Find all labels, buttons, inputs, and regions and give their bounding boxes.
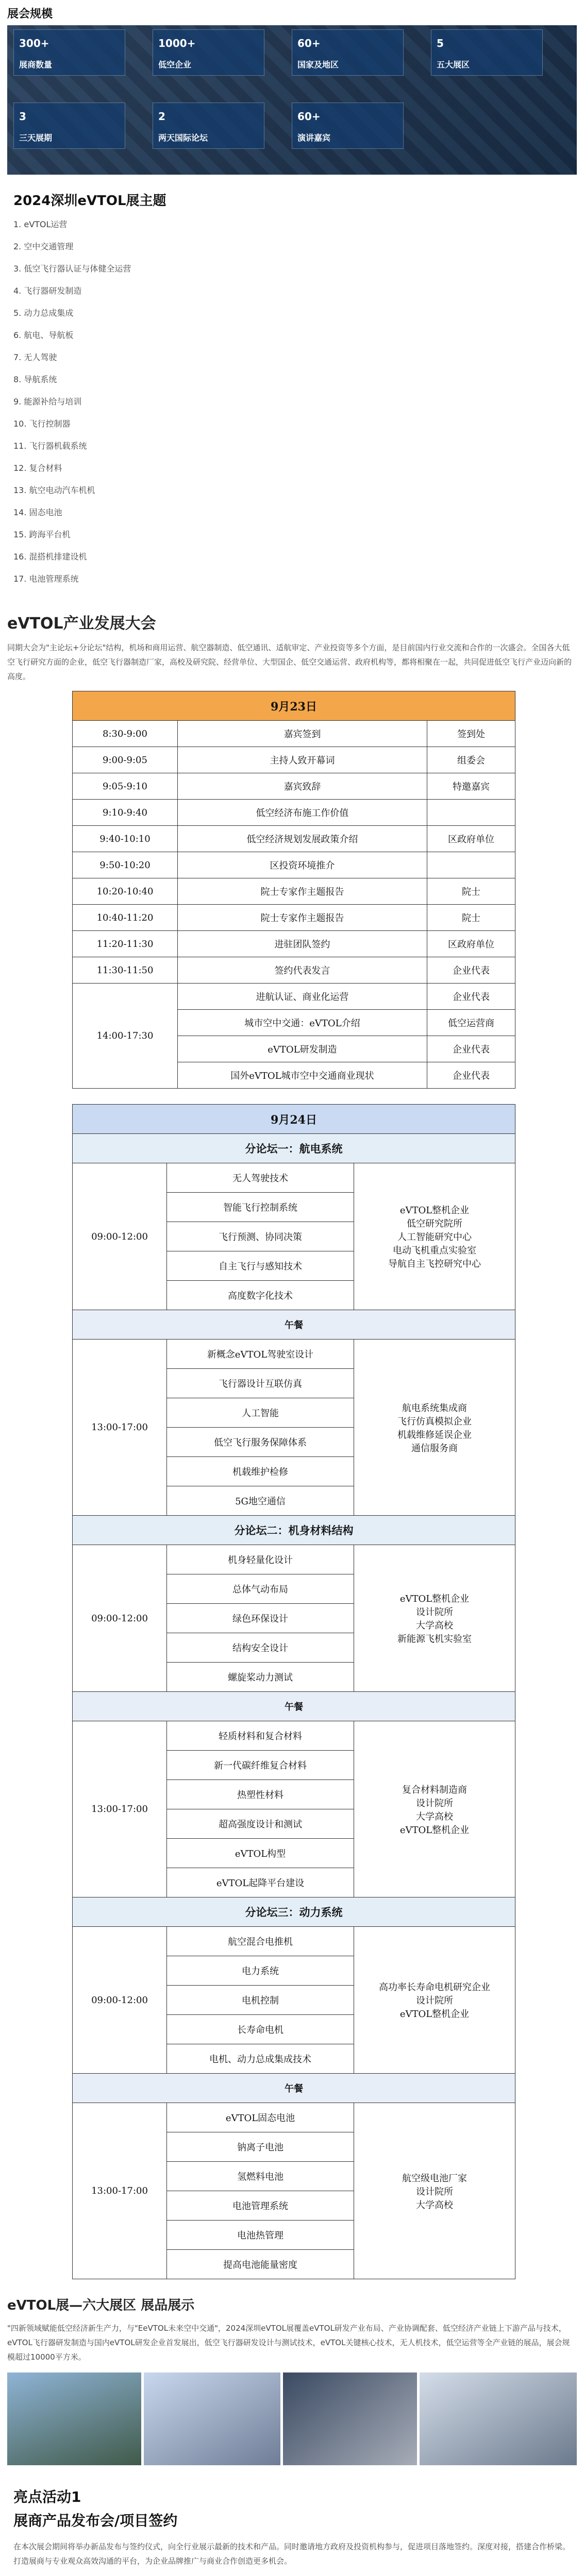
schedule-row — [73, 957, 515, 984]
schedule-speakers: eVTOL整机企业 设计院所 大学高校 新能源飞机实验室 — [354, 1545, 515, 1692]
schedule-topic: eVTOL构型 — [167, 1839, 354, 1868]
schedule-cell: 9:50-10:20 — [73, 852, 178, 878]
schedule-time: 13:00-17:00 — [73, 1340, 167, 1516]
stat-label: 国家及地区 — [297, 60, 339, 70]
day2-header: 9月24日 — [73, 1105, 515, 1134]
expo-intro: "四新领域赋能低空经济新生产力，与"EeVTOL未来空中交通"，2024深圳eVTOL展覆盖eVTOL研发产业布局、产业协调配套、低空经济产业链上下游产品与技术，eVTOL飞行器研发制造与国内eVTOL研发企业首发展出，低空飞行器研发设计与测试技术，eVTOL关键核心技术，无人机技术，低空运营等全产业链的展品，展会规模超过10000平方米。 — [7, 2324, 570, 2362]
schedule-speakers: 航空级电池厂家 设计院所 大学高校 — [354, 2103, 515, 2279]
schedule-day1 — [72, 691, 584, 1089]
stat-label: 演讲嘉宾 — [297, 133, 331, 143]
schedule-time: 09:00-12:00 — [73, 1927, 167, 2074]
schedule-cell: 9:10-9:40 — [73, 800, 178, 826]
schedule-table-day1 — [72, 691, 515, 1089]
schedule-row — [73, 1545, 515, 1574]
schedule-cell: 11:20-11:30 — [73, 931, 178, 957]
schedule-topic: 高度数字化技术 — [167, 1281, 354, 1310]
theme-item: 10. 飞行控制器 — [13, 419, 71, 429]
schedule-topic: 智能飞行控制系统 — [167, 1193, 354, 1222]
schedule-topic: 长寿命电机 — [167, 2015, 354, 2044]
schedule-cell: 组委会 — [427, 747, 515, 773]
theme-item: 14. 固态电池 — [13, 507, 62, 517]
schedule-topic: 自主飞行与感知技术 — [167, 1251, 354, 1281]
schedule-cell: 企业代表 — [427, 1062, 515, 1089]
theme-item: 5. 动力总成集成 — [13, 308, 74, 318]
schedule-cell: 企业代表 — [427, 957, 515, 984]
schedule-topic: 新概念eVTOL驾驶室设计 — [167, 1340, 354, 1369]
schedule-cell: 院士专家作主题报告 — [177, 905, 427, 931]
schedule-topic: 轻质材料和复合材料 — [167, 1721, 354, 1751]
theme-item: 9. 能源补给与培训 — [13, 397, 82, 406]
schedule-speakers: 复合材料制造商 设计院所 大学高校 eVTOL整机企业 — [354, 1721, 515, 1897]
schedule-topic: 电力系统 — [167, 1956, 354, 1986]
schedule-topic: 低空飞行服务保障体系 — [167, 1428, 354, 1457]
stat-label: 低空企业 — [158, 60, 192, 70]
expo-photo-strip — [7, 2372, 577, 2465]
schedule-topic: 电池热管理 — [167, 2221, 354, 2250]
stat-number: 2 — [158, 110, 165, 123]
schedule-topic: 飞行预测、协同决策 — [167, 1222, 354, 1251]
photo-booth — [420, 2372, 577, 2465]
stats-panel — [7, 25, 577, 175]
stat-cell — [292, 103, 404, 149]
schedule-cell: 区政府单位 — [427, 931, 515, 957]
schedule-cell: 企业代表 — [427, 1036, 515, 1062]
photo-evtol-display — [7, 2372, 141, 2465]
schedule-row — [73, 1721, 515, 1751]
lunch-label: 午餐 — [73, 1310, 515, 1340]
highlight-para: 在本次展会期间将举办新品发布与签约仪式，向全行业展示最新的技术和产品。同时邀请地方政府及投资机构参与，促进项目落地签约。深度对接，搭建合作桥梁。打造展商与专业观众高效沟通的平台，为企业品牌推广与商业合作创造更多机会。 — [13, 2542, 571, 2566]
schedule-topic: eVTOL起降平台建设 — [167, 1868, 354, 1897]
schedule-row — [73, 2103, 515, 2132]
schedule-speakers: eVTOL整机企业 低空研究院所 人工智能研究中心 电动飞机重点实验室 导航自主飞控研究中心 — [354, 1163, 515, 1310]
schedule-row — [73, 773, 515, 800]
schedule-time: 13:00-17:00 — [73, 2103, 167, 2279]
schedule-row — [73, 852, 515, 878]
theme-item: 1. eVTOL运营 — [13, 219, 68, 229]
schedule-topic: 新一代碳纤维复合材料 — [167, 1751, 354, 1780]
theme-item: 16. 混搭机排建设机 — [13, 552, 87, 562]
schedule-topic: 机载维护检修 — [167, 1457, 354, 1486]
schedule-cell: 低空经济规划发展政策介绍 — [177, 826, 427, 852]
forum-title-row — [73, 1516, 515, 1545]
schedule-cell: 院士 — [427, 878, 515, 905]
schedule-cell: 嘉宾签到 — [177, 721, 427, 747]
theme-item: 7. 无人驾驶 — [13, 352, 57, 362]
stat-number: 1000+ — [158, 37, 196, 49]
schedule-topic: 电机、动力总成集成技术 — [167, 2044, 354, 2074]
stat-label: 三天展期 — [19, 133, 53, 143]
photo-visitors — [283, 2372, 417, 2465]
stat-number: 5 — [437, 37, 444, 49]
schedule-time: 09:00-12:00 — [73, 1163, 167, 1310]
schedule-row — [73, 878, 515, 905]
schedule-row — [73, 826, 515, 852]
schedule-cell: 区投资环境推介 — [177, 852, 427, 878]
schedule-topic: 人工智能 — [167, 1398, 354, 1428]
schedule-cell: 9:00-9:05 — [73, 747, 178, 773]
lunch-label: 午餐 — [73, 2074, 515, 2103]
schedule-cell: 低空运营商 — [427, 1010, 515, 1036]
schedule-topic: 5G地空通信 — [167, 1486, 354, 1516]
theme-item: 12. 复合材料 — [13, 463, 62, 473]
schedule-row — [73, 1163, 515, 1193]
schedule-topic: 航空混合电推机 — [167, 1927, 354, 1956]
theme-item: 2. 空中交通管理 — [13, 242, 74, 251]
schedule-cell: 10:20-10:40 — [73, 878, 178, 905]
lunch-row — [73, 2074, 515, 2103]
schedule-topic: 热塑性材料 — [167, 1780, 354, 1809]
schedule-cell: 国外eVTOL城市空中交通商业现状 — [177, 1062, 427, 1089]
schedule-row — [73, 721, 515, 747]
lunch-label: 午餐 — [73, 1692, 515, 1721]
lunch-row — [73, 1310, 515, 1340]
schedule-speakers: 高功率长寿命电机研究企业 设计院所 eVTOL整机企业 — [354, 1927, 515, 2074]
schedule-cell: 11:30-11:50 — [73, 957, 178, 984]
schedule-cell: 嘉宾致辞 — [177, 773, 427, 800]
schedule-row — [73, 800, 515, 826]
stat-cell — [431, 29, 543, 76]
schedule-cell: 低空经济布施工作价值 — [177, 800, 427, 826]
schedule-row — [73, 984, 515, 1010]
schedule-topic: 绿色环保设计 — [167, 1604, 354, 1633]
schedule-cell: 特邀嘉宾 — [427, 773, 515, 800]
schedule-topic: 电机控制 — [167, 1986, 354, 2015]
highlights — [0, 2486, 584, 2576]
schedule-row — [73, 747, 515, 773]
highlight-title: 展商产品发布会/项目签约 — [13, 2512, 178, 2529]
stat-cell — [13, 103, 125, 149]
theme-item: 11. 飞行器机载系统 — [13, 441, 87, 451]
theme-list — [0, 213, 584, 590]
schedule-cell: 企业代表 — [427, 984, 515, 1010]
schedule-speakers: 航电系统集成商 飞行仿真模拟企业 机载维修延误企业 通信服务商 — [354, 1340, 515, 1516]
schedule-cell: 9:05-9:10 — [73, 773, 178, 800]
forum-title-row — [73, 1134, 515, 1163]
schedule-topic: eVTOL固态电池 — [167, 2103, 354, 2132]
theme-item: 4. 飞行器研发制造 — [13, 286, 82, 296]
schedule-cell: 签约代表发言 — [177, 957, 427, 984]
theme-item: 17. 电池管理系统 — [13, 574, 79, 584]
schedule-row — [73, 931, 515, 957]
schedule-topic: 机身轻量化设计 — [167, 1545, 354, 1574]
schedule-cell: 主持人致开幕词 — [177, 747, 427, 773]
schedule-cell: 院士专家作主题报告 — [177, 878, 427, 905]
photo-exhibition-hall — [144, 2372, 280, 2465]
forum-title: 分论坛一：航电系统 — [73, 1134, 515, 1163]
stat-cell — [153, 29, 264, 76]
schedule-cell: 院士 — [427, 905, 515, 931]
stat-label: 展商数量 — [19, 60, 53, 70]
schedule-cell — [427, 800, 515, 826]
schedule-topic: 螺旋桨动力测试 — [167, 1663, 354, 1692]
stat-number: 300+ — [19, 37, 49, 49]
forum-title: 分论坛二：机身材料结构 — [73, 1516, 515, 1545]
schedule-cell: 进驻团队签约 — [177, 931, 427, 957]
schedule-cell: 进航认证、商业化运营 — [177, 984, 427, 1010]
stat-number: 60+ — [297, 37, 321, 49]
schedule-cell: 10:40-11:20 — [73, 905, 178, 931]
schedule-topic: 总体气动布局 — [167, 1574, 354, 1604]
schedule-table-day2 — [72, 1104, 515, 2279]
schedule-topic: 结构安全设计 — [167, 1633, 354, 1663]
schedule-topic: 钠离子电池 — [167, 2132, 354, 2162]
theme-title: 2024深圳eVTOL展主题 — [13, 193, 166, 209]
highlight-kicker: 亮点活动1 — [13, 2488, 81, 2505]
stat-label: 两天国际论坛 — [158, 133, 208, 143]
schedule-cell: 区政府单位 — [427, 826, 515, 852]
forum-title: 分论坛三：动力系统 — [73, 1897, 515, 1927]
theme-item: 3. 低空飞行器认证与体健全运营 — [13, 264, 131, 274]
day1-header: 9月23日 — [73, 691, 515, 721]
schedule-row — [73, 905, 515, 931]
stat-cell — [153, 103, 264, 149]
forum-title-row — [73, 1897, 515, 1927]
theme-item: 15. 跨海平台机 — [13, 530, 71, 539]
schedule-topic: 飞行器设计互联仿真 — [167, 1369, 354, 1398]
stat-number: 60+ — [297, 110, 321, 123]
scale-title: 展会规模 — [7, 8, 53, 21]
schedule-topic: 氢燃料电池 — [167, 2162, 354, 2191]
stat-cell — [13, 29, 125, 76]
stat-cell — [292, 29, 404, 76]
stat-number: 3 — [19, 110, 26, 123]
forum-intro: 同期大会为"主论坛+分论坛"结构，机场和商用运营、航空器制造、低空通讯、适航审定、产业投资等多个方面，是目前国内行业交流和合作的一次盛会。全国各大低空飞行研究方面的企业，低空飞行器制造厂家，高校及研究院、经营单位、大型国企、低空交通运营、政府机构等，都将相聚在一起，共同促进低空飞行产业迈向新的高度。 — [7, 643, 572, 681]
schedule-cell: eVTOL研发制造 — [177, 1036, 427, 1062]
schedule-cell — [427, 852, 515, 878]
schedule-day2 — [72, 1104, 584, 2279]
schedule-topic: 无人驾驶技术 — [167, 1163, 354, 1193]
schedule-cell: 城市空中交通：eVTOL介绍 — [177, 1010, 427, 1036]
schedule-topic: 电池管理系统 — [167, 2191, 354, 2221]
forum-title: eVTOL产业发展大会 — [7, 615, 156, 633]
schedule-topic: 提高电池能量密度 — [167, 2250, 354, 2279]
schedule-cell: 9:40-10:10 — [73, 826, 178, 852]
schedule-topic: 超高强度设计和测试 — [167, 1809, 354, 1839]
theme-item: 8. 导航系统 — [13, 375, 57, 384]
schedule-time: 09:00-12:00 — [73, 1545, 167, 1692]
highlight-block — [0, 2486, 584, 2576]
schedule-time: 14:00-17:30 — [73, 984, 178, 1089]
schedule-time: 13:00-17:00 — [73, 1721, 167, 1897]
theme-item: 13. 航空电动汽车机机 — [13, 485, 95, 495]
schedule-cell: 签到处 — [427, 721, 515, 747]
schedule-row — [73, 1340, 515, 1369]
theme-item: 6. 航电、导航板 — [13, 330, 74, 340]
stat-label: 五大展区 — [437, 60, 470, 70]
lunch-row — [73, 1692, 515, 1721]
expo-title: eVTOL展—六大展区 展品展示 — [7, 2298, 195, 2313]
schedule-cell: 8:30-9:00 — [73, 721, 178, 747]
schedule-row — [73, 1927, 515, 1956]
